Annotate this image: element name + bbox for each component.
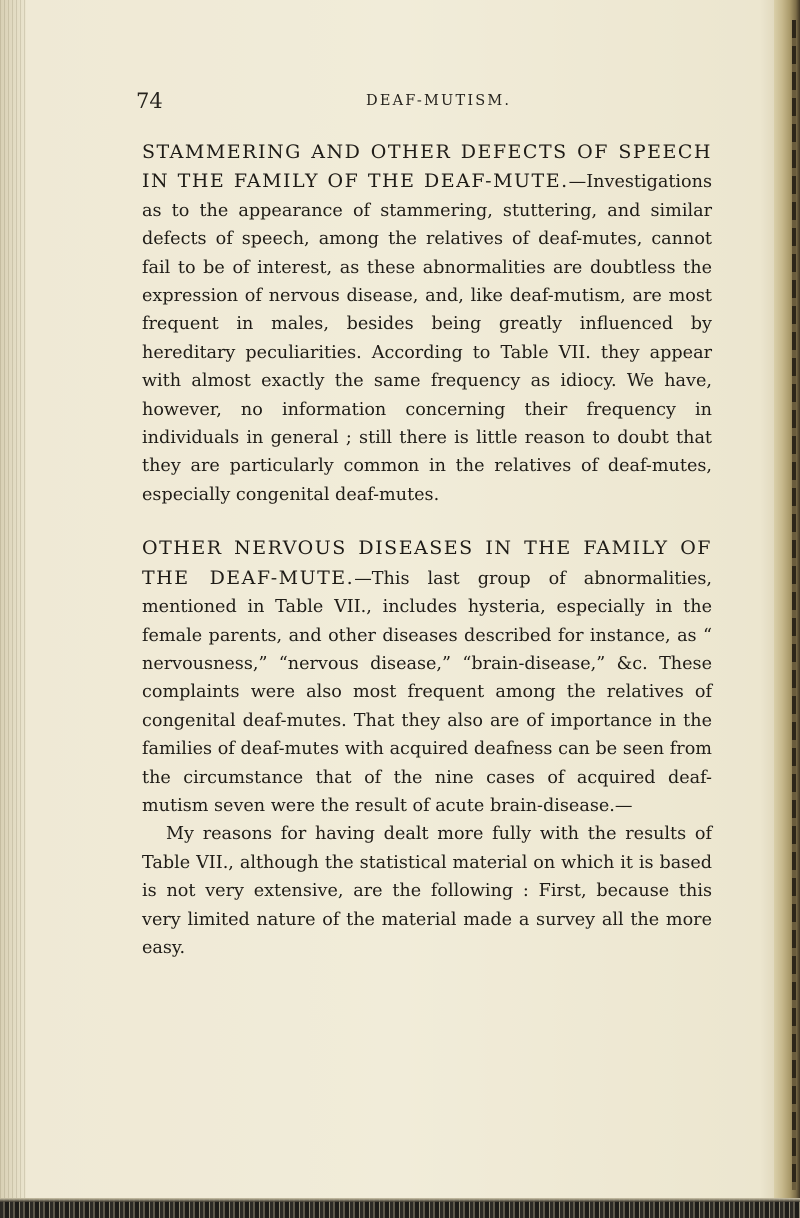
running-head <box>0 88 800 114</box>
section-body-stammering: —Investigations as to the appearance of stammering, stuttering, and similar defects of speech, among the relatives of deaf-mutes, cannot fail to be of interest, as these abnormalities are doubtless the expression of nervous disease, and, like deaf-mutism, are most frequent in males, besides being greatly influenced by hereditary peculiarities. According to Table VII. they appear with almost exactly the same frequency as idiocy. We have, however, no information concerning their frequency in individuals in general ; still there is little reason to doubt that they are particularly common in the relatives of deaf-mutes, especially congenital deaf-mutes. <box>142 172 712 505</box>
page-edge <box>774 0 800 1218</box>
book-gutter <box>0 0 26 1218</box>
section-paragraph-nervous-diseases <box>142 534 712 820</box>
body-text <box>142 138 712 962</box>
page-number: 74 <box>136 89 163 113</box>
closing-paragraph: My reasons for having dealt more fully with the results of Table VII., although the statistical material on which it is based is not very extensive, are the following : First, because this very limited nature of the material made a survey all the more easy. <box>142 824 712 958</box>
section-heading-nervous-diseases: OTHER NERVOUS DISEASES IN THE FAMILY OF THE DEAF-MUTE. <box>142 537 712 589</box>
section-body-nervous-diseases: —This last group of abnormalities, mentioned in Table VII., includes hysteria, especially in the female parents, and other diseases described for instance, as “ nervousness,” “nervous disease,” “brain-disease,” &c. These complaints were also most frequent among the relatives of congenital deaf-mutes. That they also are of importance in the families of deaf-mutes with acquired deafness can be seen from the circumstance that of the nine cases of acquired deaf-mutism seven were the result of acute brain-disease.— <box>142 568 712 816</box>
scan-bottom-edge <box>0 1198 800 1218</box>
section-heading-stammering: STAMMERING AND OTHER DEFECTS OF SPEECH IN THE FAMILY OF THE DEAF-MUTE. <box>142 141 712 193</box>
running-head-title: DEAF-MUTISM. <box>366 93 512 109</box>
section-paragraph-stammering <box>142 138 712 509</box>
